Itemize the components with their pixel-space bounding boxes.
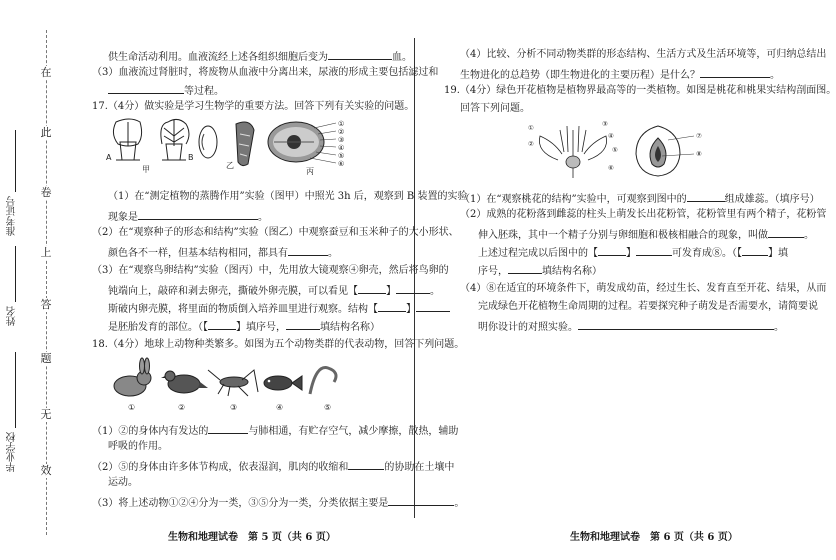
text-line: 明你设计的对照实验。 。 — [478, 318, 784, 335]
flower-label: ② — [528, 140, 534, 148]
plant-a-icon — [113, 119, 141, 160]
text-line: （1）②的身体内有发达的 与肺相通，有贮存空气，减少摩擦，散热，辅助 — [92, 422, 458, 439]
animal-label: ③ — [230, 403, 238, 412]
answer-blank[interactable] — [108, 82, 184, 94]
text-line: （3）血液流过肾脏时，将废物从血液中分离出来，尿液的形成主要包括滤过和 — [92, 67, 439, 78]
figure-label-a: A — [106, 153, 112, 162]
answer-blank[interactable] — [742, 244, 768, 256]
answer-blank[interactable] — [358, 282, 386, 294]
text-line: （1）在“测定植物的蒸腾作用”实验（图甲）中照光 3h 后，观察到 B 装置的实验 — [108, 191, 468, 202]
text-line: 回答下列问题。 — [460, 103, 530, 114]
egg-label: ⑥ — [338, 160, 345, 168]
egg-label: ① — [338, 120, 345, 128]
corn-seed-icon — [236, 122, 254, 166]
animal-label: ① — [128, 403, 136, 412]
figure-18-animals — [104, 356, 344, 414]
flower-label: ① — [528, 124, 534, 132]
text-line: 上述过程完成以后图中的【 】 可发育成⑧。（【 】填 — [478, 244, 788, 261]
text-line: 生物进化的总趋势（即生物进化的主要历程）是什么？ 。 — [460, 66, 780, 83]
animal-label: ② — [178, 403, 186, 412]
figure-label-bing: 丙 — [306, 167, 314, 176]
figure-17 — [100, 114, 360, 176]
rabbit-icon — [114, 358, 151, 396]
page-6 — [414, 0, 836, 560]
seal-char: 无 — [38, 408, 54, 422]
animal-label: ④ — [276, 403, 284, 412]
text-line: 呼吸的作用。 — [108, 441, 168, 452]
figure-label-yi: 乙 — [226, 161, 234, 170]
text-line: （2）⑤的身体由许多体节构成，依表湿润，肌肉的收缩和 的协助在土壤中 — [92, 458, 454, 475]
figure-label-jia: 甲 — [142, 165, 150, 174]
text-line: 运动。 — [108, 477, 138, 488]
text-line: （2）成熟的花粉落到雌蕊的柱头上萌发长出花粉管，花粉管里有两个精子，花粉管 — [460, 209, 827, 220]
seal-char: 上 — [38, 246, 54, 260]
text-line: 现象是 。 — [108, 208, 268, 225]
text-line: （4）⑧在适宜的环境条件下，萌发成幼苗，经过生长、发育直至开花、结果，从而 — [460, 283, 827, 294]
text-line: 钝端向上，敲碎和剥去卵壳，撕破外卵壳膜，可以看见【 】 。 — [108, 282, 440, 299]
grasshopper-icon — [208, 370, 258, 396]
seal-char: 此 — [38, 126, 54, 140]
plant-b-icon — [161, 119, 189, 160]
flower-label: ⑥ — [608, 164, 614, 172]
egg-label: ③ — [338, 136, 345, 144]
answer-blank[interactable] — [508, 262, 542, 274]
text-line: 供生命活动利用。血液流经上述各组织细胞后变为 血。 — [108, 48, 412, 65]
seal-char: 卷 — [38, 186, 54, 200]
flower-label: ③ — [602, 120, 608, 128]
text-line: （4）比较、分析不同动物类群的形态结构、生活方式及生活环境等，可归纳总结出 — [460, 49, 827, 60]
text-line: （1）在“观察桃花的结构”实验中，可观察到图中的 组成雄蕊。（填序号） — [460, 190, 820, 207]
answer-blank[interactable] — [378, 300, 406, 312]
answer-blank[interactable] — [687, 190, 725, 202]
figure-label-b: B — [188, 153, 194, 162]
exam-number-label: 准考证号 — [7, 196, 18, 236]
question-19-title: 19.（4分）绿色开花植物是植物界最高等的一类植物。如图是桃花和桃果实结构剖面图。 — [444, 85, 836, 96]
answer-blank[interactable] — [348, 458, 384, 470]
seal-char: 在 — [38, 66, 54, 80]
question-18-title: 18.（4分）地球上动物种类繁多。如图为五个动物类群的代表动物，回答下列问题。 — [92, 339, 465, 350]
answer-blank[interactable] — [288, 244, 328, 256]
answer-blank[interactable] — [208, 318, 236, 330]
text-line: 完成绿色开花植物生命周期的过程。若要探究种子萌发是否需要水，请简要说 — [478, 301, 818, 312]
answer-blank[interactable] — [578, 318, 774, 330]
text-line: （3）将上述动物①②④分为一类，③⑤分为一类，分类依据主要是 。 — [92, 494, 464, 511]
text-line: （2）在“观察种子的形态和结构”实验（图乙）中观察蚕豆和玉米种子的大小形状、 — [92, 227, 459, 238]
peach-flower-icon — [539, 126, 606, 178]
egg-label: ④ — [338, 144, 345, 152]
peach-fruit-icon — [636, 126, 680, 176]
answer-blank[interactable] — [138, 208, 258, 220]
bird-egg-icon — [268, 122, 324, 162]
bean-seed-icon — [199, 126, 217, 158]
answer-blank[interactable] — [636, 244, 672, 256]
egg-label: ② — [338, 128, 345, 136]
seal-char: 效 — [38, 464, 54, 478]
answer-blank[interactable] — [598, 244, 626, 256]
question-17-title: 17.（4分）做实验是学习生物学的重要方法。回答下列有关实验的问题。 — [92, 101, 415, 112]
seal-char: 题 — [38, 352, 54, 366]
page-footer: 生物和地理试卷 第 5 页（共 6 页） — [168, 532, 336, 543]
school-label: 毕业学校 — [7, 432, 18, 472]
fruit-label: ⑦ — [696, 132, 702, 140]
earthworm-icon — [310, 368, 336, 394]
flower-label: ⑤ — [612, 146, 618, 154]
egg-label: ⑤ — [338, 152, 345, 160]
text-line: 斯破内卵壳膜，将里面的物质倒入培养皿里进行观察。结构【 】 — [108, 300, 450, 317]
pigeon-icon — [161, 371, 208, 393]
flower-label: ④ — [608, 132, 614, 140]
answer-blank[interactable] — [328, 48, 392, 60]
text-line: 伸入胚珠，其中一个精子分别与卵细胞和极核相融合的现象，叫做 。 — [478, 226, 814, 243]
answer-blank[interactable] — [700, 66, 770, 78]
text-line: 序号， 填结构名称） — [478, 262, 602, 279]
name-label: 姓名 — [7, 306, 18, 326]
text-line: 颜色各不一样，但基本结构相同，都具有 。 — [108, 244, 338, 261]
answer-blank[interactable] — [286, 318, 320, 330]
text-line: 等过程。 — [108, 82, 224, 99]
text-line: （3）在“观察鸟卵结构”实验（图丙）中，先用放大镜观察④卵壳，然后将鸟卵的 — [92, 265, 449, 276]
seal-char: 答 — [38, 298, 54, 312]
answer-blank[interactable] — [768, 226, 804, 238]
text-line: 是胚胎发育的部位。（【 】填序号， 填结构名称） — [108, 318, 380, 335]
fruit-label: ⑧ — [696, 150, 702, 158]
fish-icon — [264, 376, 302, 390]
page-footer: 生物和地理试卷 第 6 页（共 6 页） — [570, 532, 738, 543]
answer-blank[interactable] — [208, 422, 248, 434]
animal-label: ⑤ — [324, 403, 332, 412]
figure-19-peach — [518, 116, 718, 180]
